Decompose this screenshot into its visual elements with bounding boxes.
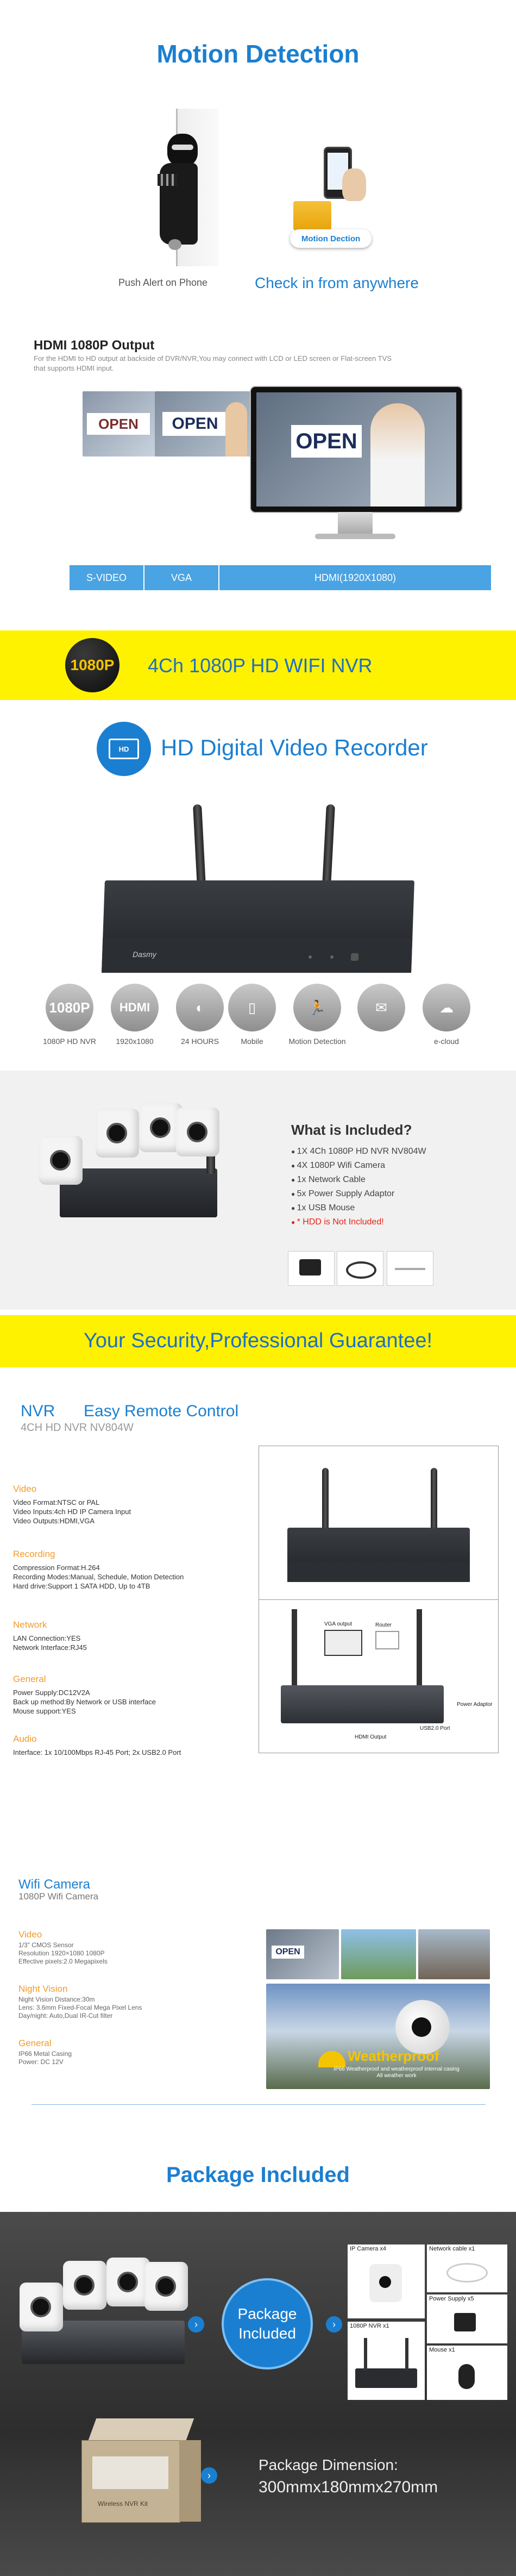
- label-power: Power Adaptor: [457, 1702, 493, 1708]
- arrow-icon-2: ›: [326, 2316, 342, 2333]
- included-item-text: 1x USB Mouse: [297, 1203, 355, 1212]
- included-item-text: 5x Power Supply Adaptor: [297, 1189, 395, 1198]
- nvr-spec-text-2: LAN Connection:YES Network Interface:RJ45: [13, 1634, 87, 1652]
- checkin-caption: Check in from anywhere: [255, 274, 419, 291]
- open-sign-text-1: OPEN: [87, 413, 150, 435]
- nvr-spec-text-4: Interface: 1x 10/100Mbps RJ-45 Port; 2x USB2.0 Port: [13, 1748, 181, 1756]
- output-bar: [70, 565, 491, 590]
- motion-badge-label: Motion Dection: [301, 234, 361, 243]
- router-icon: [375, 1631, 399, 1649]
- adapter-thumb: [288, 1251, 335, 1286]
- nvr-spec-head-4: Audio: [13, 1734, 37, 1744]
- phone-illustration: [288, 136, 386, 261]
- wc-spec-head-1: Night Vision: [18, 1984, 68, 1994]
- feature-label-6: e-cloud: [434, 1037, 459, 1046]
- included-item-text: 4X 1080P Wifi Camera: [297, 1161, 386, 1170]
- motion-section: [0, 0, 516, 304]
- label-usb: USB2.0 Port: [420, 1725, 450, 1731]
- feature-icon-3: ▯: [228, 984, 276, 1031]
- feature-label-3: Mobile: [241, 1037, 263, 1046]
- bullet-icon: ●: [291, 1218, 297, 1226]
- weatherproof-text: IP66 Weatherproof and weatherproof internal casing All weather work: [333, 2066, 460, 2079]
- vga-monitor: [324, 1630, 362, 1656]
- package-section: [0, 2212, 516, 2576]
- nvr-device: [102, 880, 414, 973]
- frame-antenna-right: [431, 1468, 437, 1533]
- dimension-value: 300mmx180mmx270mm: [259, 2478, 438, 2496]
- included-item-2: [291, 1175, 366, 1185]
- wc-photo-house: [341, 1929, 416, 1979]
- output-svideo: S-VIDEO: [70, 565, 144, 590]
- included-item-1: [291, 1161, 385, 1171]
- nvr-title-sub: Easy Remote Control: [84, 1402, 239, 1420]
- feature-icon-2: ◐: [176, 984, 224, 1031]
- motion-title: Motion Detection: [156, 40, 360, 68]
- weatherproof-title: Weatherproof: [348, 2048, 439, 2064]
- included-item-5: [291, 1217, 384, 1227]
- wifi-camera-title: Wifi Camera: [18, 1877, 91, 1892]
- feature-label-2: 24 HOURS: [180, 1037, 219, 1046]
- label-router: Router: [375, 1622, 392, 1628]
- hd-camera-icon: [97, 722, 151, 776]
- wc-photo-mountain: [266, 1984, 490, 2089]
- open-sign-photo-2: [155, 391, 251, 457]
- output-vga: VGA: [144, 565, 219, 590]
- feature-label-4: Motion Detection: [288, 1037, 346, 1046]
- hdmi-title: HDMI 1080P Output: [34, 338, 155, 353]
- recorder-section: [0, 706, 516, 1065]
- guarantee-banner: [0, 1315, 516, 1367]
- banner-1080p-badge: [65, 638, 119, 692]
- wifi-camera-section: [0, 1870, 516, 2109]
- network-cable-thumb: [387, 1251, 433, 1286]
- feature-icon-4: 🏃: [293, 984, 341, 1031]
- arrow-icon-1: ›: [188, 2316, 204, 2333]
- nvr-title: [21, 1402, 238, 1421]
- section-divider: [32, 2104, 486, 2105]
- kit-camera-4: [173, 1108, 227, 1167]
- banner-title: 4Ch 1080P HD WIFI NVR: [148, 654, 373, 677]
- package-bubble-text: Package Included: [237, 2305, 297, 2342]
- motion-badge: [290, 229, 372, 248]
- wc-spec-text-1: Night Vision Distance:30m Lens: 3.6mm Fixed-Focal Mega Pixel Lens Day/night: Auto,Dual IR-Cut filter: [18, 1996, 142, 2019]
- wc-spec-head-0: Video: [18, 1929, 42, 1940]
- bullet-icon: ●: [291, 1148, 297, 1155]
- tile-label-ip-camera: IP Camera x4: [350, 2246, 387, 2252]
- hdmi-description-1: For the HDMI to HD output at backside of DVR/NVR,You may connect with LCD or LED screen or Flat-screen TVS: [34, 354, 392, 362]
- label-vga: VGA output: [324, 1621, 353, 1627]
- nvr-spec-head-1: Recording: [13, 1549, 55, 1559]
- wc-spec-head-2: General: [18, 2038, 52, 2048]
- nvr-spec-head-2: Network: [13, 1620, 47, 1630]
- wc-spec-text-0: 1/3" CMOS Sensor Resolution 1920×1080 1080P Effective pixels:2.0 Megapixels: [18, 1941, 108, 1965]
- included-item-3: [291, 1189, 394, 1199]
- nvr-spec-head-3: General: [13, 1674, 46, 1684]
- nvr-title-main: NVR: [21, 1402, 55, 1420]
- feature-label-1: 1920x1080: [116, 1037, 154, 1046]
- label-hdmi: HDMI Output: [355, 1734, 387, 1740]
- wc-spec-text-2: IP66 Metal Casing Power: DC 12V: [18, 2050, 72, 2066]
- bullet-icon: ●: [291, 1190, 297, 1198]
- tile-ip-camera: [348, 2244, 425, 2318]
- tile-mouse: [427, 2346, 507, 2400]
- dimension-label: Package Dimension:: [259, 2456, 398, 2473]
- feature-label-0: 1080P HD NVR: [43, 1037, 96, 1046]
- wifi-camera-subtitle: 1080P Wifi Camera: [18, 1891, 99, 1902]
- feature-icon-5: ✉: [357, 984, 405, 1031]
- package-title-section: [0, 2152, 516, 2206]
- included-item-text: * HDD is Not Included!: [297, 1217, 384, 1227]
- open-sign-text-3: OPEN: [291, 425, 362, 458]
- push-alert-caption: Push Alert on Phone: [118, 277, 208, 288]
- hd-icon-text: HD: [109, 739, 139, 759]
- kit-camera-1: [36, 1136, 90, 1196]
- output-hdmi: HDMI(1920X1080): [314, 572, 397, 583]
- wc-photo-shop: [266, 1929, 339, 1979]
- guarantee-title: Your Security,Professional Guarantee!: [83, 1329, 433, 1352]
- feature-icon-0: 1080P: [46, 984, 93, 1031]
- included-item-0: [291, 1147, 426, 1156]
- recorder-title: HD Digital Video Recorder: [161, 735, 428, 760]
- included-title: What is Included?: [291, 1122, 412, 1138]
- tile-label-nvr: 1080P NVR x1: [350, 2323, 389, 2329]
- pkg-camera-4: [141, 2262, 196, 2322]
- monitor-illustration: [250, 386, 462, 549]
- nvr-brand: Dasmy: [132, 950, 157, 959]
- back-panel: [281, 1685, 444, 1723]
- tile-network-cable: [427, 2244, 507, 2292]
- nvr-spec-head-0: Video: [13, 1484, 37, 1494]
- nvr-photo-frame: [259, 1446, 499, 1753]
- open-sign-text-2: OPEN: [162, 412, 228, 436]
- tile-label-network-cable: Network cable x1: [429, 2246, 475, 2252]
- tile-label-mouse: Mouse x1: [429, 2347, 455, 2353]
- feature-icon-1: HDMI: [111, 984, 159, 1031]
- intruder-illustration: [158, 109, 217, 266]
- tile-power-supply: [427, 2294, 507, 2343]
- wc-photo-street: [418, 1929, 490, 1979]
- tile-nvr: [348, 2322, 425, 2400]
- nvr-spec-text-3: Power Supply:DC12V2A Back up method:By Network or USB interface Mouse support:YES: [13, 1689, 156, 1715]
- package-box: [81, 2418, 201, 2527]
- banner-badge-text: 1080P: [70, 656, 115, 673]
- package-bubble: [222, 2278, 313, 2369]
- feature-icon-6: ☁: [423, 984, 470, 1031]
- hdmi-description-2: that supports HDMI input.: [34, 364, 114, 372]
- frame-antenna-left: [322, 1468, 329, 1533]
- box-label: Wireless NVR Kit: [98, 2500, 148, 2508]
- wc-open-sign: OPEN: [272, 1946, 304, 1959]
- cable-thumb: [337, 1251, 383, 1286]
- nvr-spec-text-1: Compression Format:H.264 Recording Modes:Manual, Schedule, Motion Detection Hard drive:Support 1 SATA HDD, Up to 4TB: [13, 1564, 184, 1590]
- open-sign-photo-1: [83, 391, 155, 457]
- tile-label-power-supply: Power Supply x5: [429, 2296, 474, 2302]
- bullet-icon: ●: [291, 1204, 297, 1212]
- frame-nvr: [287, 1528, 470, 1582]
- bullet-icon: ●: [291, 1162, 297, 1170]
- arrow-icon-3: ›: [201, 2467, 217, 2484]
- included-item-4: [291, 1203, 355, 1213]
- included-section: [0, 1071, 516, 1310]
- nvr-banner: [0, 630, 516, 700]
- nvr-spec-section: [0, 1391, 516, 1826]
- nvr-spec-text-0: Video Format:NTSC or PAL Video Inputs:4ch HD IP Camera Input Video Outputs:HDMI,VGA: [13, 1498, 131, 1525]
- included-item-text: 1x Network Cable: [297, 1175, 366, 1184]
- package-title: Package Included: [166, 2163, 350, 2187]
- included-item-text: 1X 4Ch 1080P HD NVR NV804W: [297, 1147, 426, 1156]
- hdmi-section: [0, 326, 516, 598]
- nvr-model: 4CH HD NVR NV804W: [21, 1422, 134, 1434]
- bullet-icon: ●: [291, 1176, 297, 1184]
